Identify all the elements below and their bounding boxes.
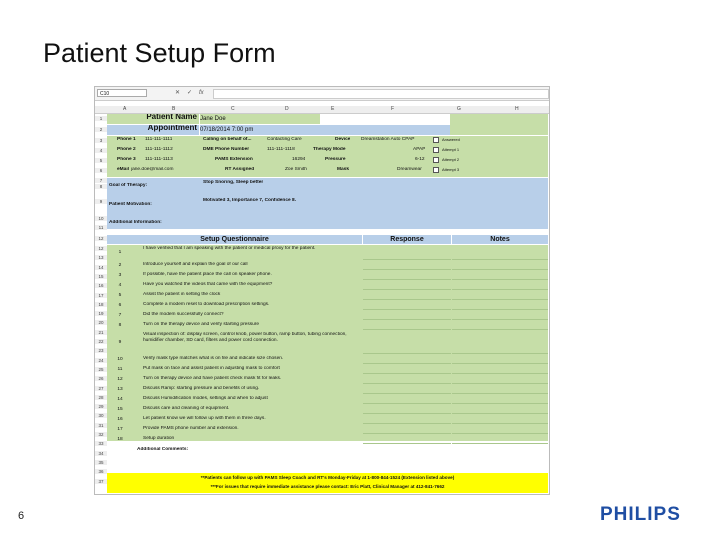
row-number[interactable]: 23 [95,348,107,353]
footer-line1: **Patients can follow up with PAMS Sleep Coach and RT's Monday-Friday at 1-800-844-1524 (Extension listed above) [200,475,455,480]
response-header: Response [363,235,451,244]
slide-title: Patient Setup Form [43,38,276,68]
row-number[interactable]: 36 [95,469,107,474]
header-right-fill [450,114,548,135]
calling-value[interactable]: Contacting Care [267,137,302,142]
response-cell[interactable] [363,376,451,384]
row-number[interactable]: 22 [95,339,107,344]
question-text: Assist the patient in setting the clock [143,292,221,297]
question-text: Discuss Ramp: starting pressure and benefits of using. [143,386,260,391]
row-number[interactable]: 21 [95,330,107,335]
response-cell[interactable] [363,322,451,330]
rt-value[interactable]: Zoe Smith [285,167,307,172]
row-number[interactable]: 34 [95,451,107,456]
footer-line2: ***For issues that require immediate assistance please contact: Eric Platt, Clinical Manager at 412-841-7662 [210,484,445,489]
question-text: Have you watched the videos that came with the equipment? [143,282,273,287]
response-cell[interactable] [363,332,451,354]
mask-value[interactable]: Dreamwear [397,167,422,172]
goal-value[interactable]: Stop Snoring, Sleep better [203,180,264,185]
response-cell[interactable] [363,246,451,260]
pressure-value[interactable]: 6-12 [415,157,425,162]
response-cell[interactable] [363,366,451,374]
column-header[interactable]: D [285,106,289,112]
question-text: Turn on the therapy device and verify starting pressure [143,322,260,327]
info-block [107,178,548,229]
question-text: Setup duration [143,436,175,441]
response-cell[interactable] [363,272,451,280]
attempt2-checkbox[interactable] [433,157,439,163]
phone1-label: Phone 1 [117,137,136,142]
notes-cell[interactable] [452,322,548,330]
email-value[interactable]: jane.doe@mail.com [131,167,174,172]
row-number[interactable]: 5 [95,158,107,163]
row-number[interactable]: 18 [95,302,107,307]
page-number: 6 [18,510,25,522]
column-header[interactable]: E [331,106,335,112]
row-number[interactable]: 13 [95,255,107,260]
name-box[interactable]: C10 [97,89,147,97]
notes-cell[interactable] [452,282,548,290]
response-cell[interactable] [363,426,451,434]
phone2-value[interactable]: 111-111-1112 [145,147,173,152]
row-number[interactable]: 9 [95,199,107,204]
question-number: 18 [117,437,123,442]
notes-cell[interactable] [452,312,548,320]
phone3-label: Phone 3 [117,157,136,162]
notes-cell[interactable] [452,246,548,260]
phone2-label: Phone 2 [117,147,136,152]
response-cell[interactable] [363,282,451,290]
spreadsheet [94,86,550,495]
row-number[interactable]: 31 [95,423,107,428]
device-value[interactable]: Dreamstation Auto CPAP [361,137,415,142]
goal-label: Goal of Therapy: [109,183,148,188]
question-text: Let patient know we will follow up with them in three days. [143,416,266,421]
row-number[interactable]: 7 [95,178,107,183]
row-number[interactable]: 12 [95,246,107,251]
dme-label: DME Phone Number [203,147,250,152]
question-text: Discuss care and cleaning of equipment. [143,406,230,411]
notes-cell[interactable] [452,366,548,374]
cancel-icon[interactable]: ✕ [175,90,181,96]
pams-label: PAMS Extension [215,157,253,162]
patient-name-value[interactable]: Jane Doe [200,114,320,124]
question-text: Visual inspection of: display screen, control knob, power button, ramp button, tubing connection, humidifier chamber, SD card, filters and power cord connection. [143,332,347,343]
question-text: Introduce yourself and explain the goal of our call [143,262,248,267]
question-text: Put mask on face and assist patient in adjusting mask to comfort [143,366,280,371]
question-number: 6 [118,303,122,308]
question-number: 16 [117,417,123,422]
column-header[interactable]: A [123,106,127,112]
question-number: 17 [117,427,123,432]
notes-cell[interactable] [452,406,548,414]
row-number[interactable]: 1 [95,116,107,121]
additional-comments-label: Additional Comments: [137,447,189,452]
row-number[interactable]: 20 [95,320,107,325]
answered-label: Answered [442,137,460,142]
question-text: Turn on therapy device and have patient check mask fit for leaks. [143,376,282,381]
pressure-label: Pressure [325,157,346,162]
row-number[interactable]: 32 [95,432,107,437]
question-number: 7 [118,313,122,318]
row-number[interactable]: 14 [95,265,107,270]
question-text: I have verified that I am speaking with the patient or medical proxy for the patient. [143,246,316,251]
row-number[interactable]: 12 [95,236,107,241]
notes-header: Notes [452,235,548,244]
response-cell[interactable] [363,386,451,394]
column-headers [95,106,549,114]
dme-value[interactable]: 111-111-1118 [267,147,295,152]
row-number[interactable]: 29 [95,404,107,409]
notes-cell[interactable] [452,292,548,300]
phone3-value[interactable]: 111-111-1113 [145,157,173,162]
notes-cell[interactable] [452,436,548,444]
column-header[interactable]: B [172,106,176,112]
phone1-value[interactable]: 111-111-1111 [145,137,173,142]
attempt3-checkbox[interactable] [433,167,439,173]
question-number: 5 [118,293,122,298]
row-number[interactable]: 6 [95,168,107,173]
column-header[interactable]: H [515,106,519,112]
response-cell[interactable] [363,312,451,320]
footer-notes [107,473,548,493]
question-number: 15 [117,407,123,412]
row-number[interactable]: 26 [95,376,107,381]
row-number[interactable]: 24 [95,358,107,363]
question-number: 3 [118,273,122,278]
notes-cell[interactable] [452,272,548,280]
attempt3-label: Attempt 3 [442,167,460,172]
question-number: 11 [117,367,123,372]
email-label: eMail [117,167,129,172]
appointment-label: Appointment [107,125,199,135]
response-cell[interactable] [363,292,451,300]
notes-cell[interactable] [452,426,548,434]
calling-label: Calling on behalf of... [203,137,252,142]
question-text: Did the modem successfully connect? [143,312,224,317]
row-number[interactable]: 19 [95,311,107,316]
row-number[interactable]: 2 [95,127,107,132]
additional-info-label: Additional Information: [109,220,162,225]
row-number[interactable]: 17 [95,293,107,298]
appointment-value[interactable]: 07/18/2014 7:00 pm [200,125,450,135]
row-number[interactable]: 33 [95,441,107,446]
row-number[interactable]: 3 [95,138,107,143]
attempt1-checkbox[interactable] [433,147,439,153]
notes-cell[interactable] [452,302,548,310]
row-number[interactable]: 35 [95,460,107,465]
pams-value[interactable]: 16294 [292,157,306,162]
notes-cell[interactable] [452,376,548,384]
notes-cell[interactable] [452,386,548,394]
row-number[interactable]: 27 [95,386,107,391]
motivation-value[interactable]: Motivated 3, Importance 7, Confidence 8. [203,198,297,203]
questionnaire-header: Setup Questionnaire [107,235,362,244]
row-number[interactable]: 15 [95,274,107,279]
response-cell[interactable] [363,262,451,270]
enter-icon[interactable]: ✓ [187,90,193,96]
question-number: 14 [117,397,123,402]
notes-cell[interactable] [452,332,548,354]
response-cell[interactable] [363,396,451,404]
attempt1-label: Attempt 1 [442,147,460,152]
response-cell[interactable] [363,406,451,414]
question-number: 10 [117,357,123,362]
question-number: 8 [118,323,122,328]
column-header[interactable]: G [457,106,461,112]
response-cell[interactable] [363,356,451,364]
row-number[interactable]: 4 [95,148,107,153]
question-text: If possible, have the patient place the call on speaker phone. [143,272,272,277]
mode-label: Therapy Mode [313,147,346,152]
row-number[interactable]: 28 [95,395,107,400]
row-number[interactable]: 30 [95,413,107,418]
question-text: Complete a modem reset to download prescription settings. [143,302,270,307]
formula-input[interactable] [213,89,549,99]
row-number[interactable]: 25 [95,367,107,372]
question-number: 13 [117,387,123,392]
question-number: 4 [118,283,122,288]
device-label: Device [335,137,351,142]
question-text: Provide PAMS phone number and extension. [143,426,239,431]
mode-value[interactable]: APAP [413,147,426,152]
question-number: 9 [118,340,122,345]
answered-checkbox[interactable] [433,137,439,143]
column-header[interactable]: C [231,106,235,112]
row-number[interactable]: 11 [95,225,107,230]
formula-bar [95,87,549,101]
row-number[interactable]: 37 [95,479,107,484]
attempt2-label: Attempt 2 [442,157,460,162]
patient-name-label: Patient Name [107,114,199,124]
row-number[interactable]: 16 [95,283,107,288]
notes-cell[interactable] [452,416,548,424]
column-header[interactable]: F [391,106,395,112]
question-number: 12 [117,377,123,382]
fx-icon[interactable]: fx [199,90,204,96]
mask-label: Mask [337,167,349,172]
question-text: Verify mask type matches what is on file and indicate size chosen. [143,356,284,361]
question-number: 1 [118,250,122,255]
question-number: 2 [118,263,122,268]
motivation-label: Patient Motivation: [109,202,152,207]
row-number[interactable]: 10 [95,216,107,221]
response-cell[interactable] [363,302,451,310]
question-text: Discuss Humidification modes, settings and when to adjust [143,396,268,401]
philips-logo: PHILIPS [600,504,681,525]
row-number[interactable]: 8 [95,184,107,189]
notes-cell[interactable] [452,396,548,404]
notes-cell[interactable] [452,262,548,270]
response-cell[interactable] [363,436,451,444]
rt-label: RT Assigned [225,167,255,172]
response-cell[interactable] [363,416,451,424]
notes-cell[interactable] [452,356,548,364]
